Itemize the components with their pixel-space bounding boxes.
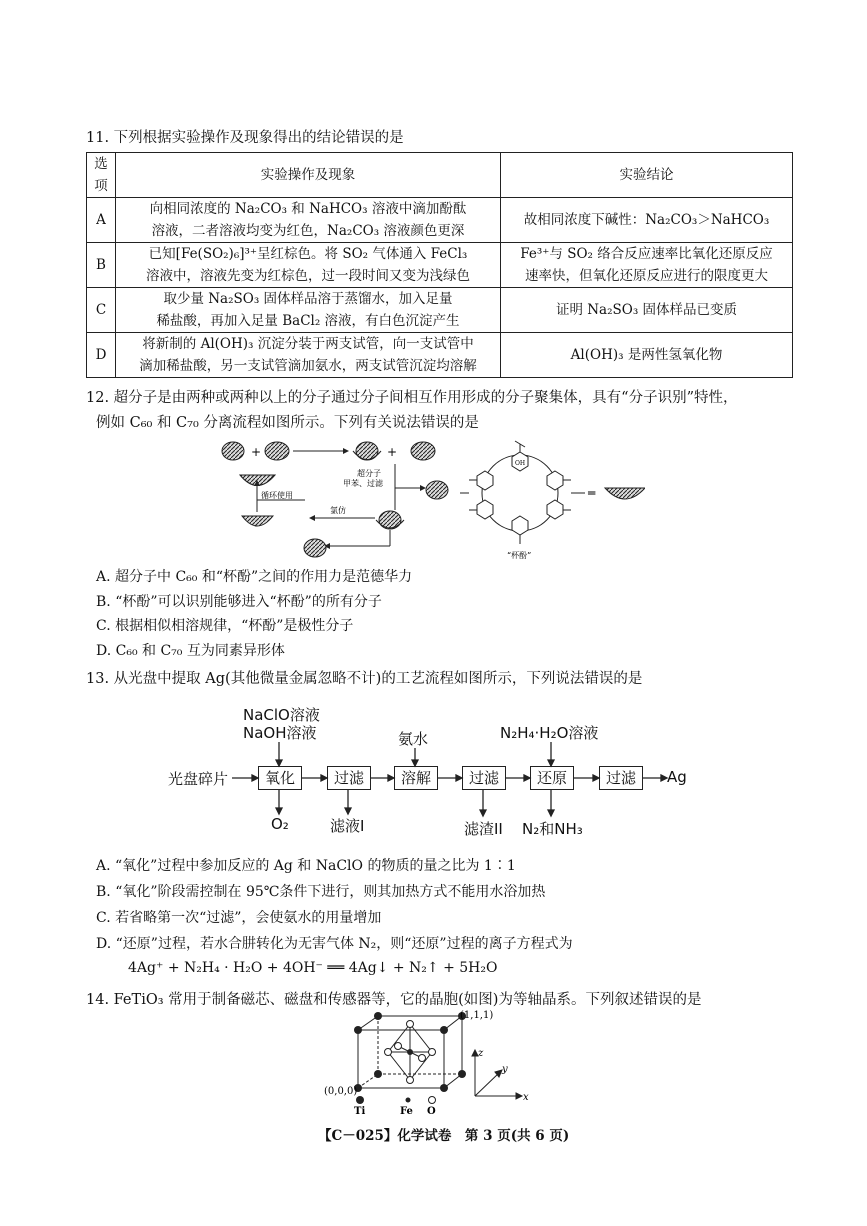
legend-fe: Fe bbox=[400, 1106, 413, 1115]
reagent-naoh: NaOH溶液 bbox=[243, 724, 317, 742]
row-label: D bbox=[87, 333, 116, 378]
question-14-stem: 14. FeTiO₃ 常用于制备磁芯、磁盘和传感器等，它的晶胞(如图)为等轴晶系。下列叙述错误的是 bbox=[86, 992, 702, 1008]
coord-top: (1,1,1) bbox=[460, 1010, 494, 1021]
row-op-line2: 溶液，二者溶液均变为红色，Na₂CO₃ 溶液颜色更深 bbox=[151, 223, 465, 239]
row-conclusion-line2: 速率快，但氧化还原反应进行的限度更大 bbox=[525, 268, 768, 284]
output-gases: N₂和NH₃ bbox=[522, 820, 583, 838]
legend-o: O bbox=[427, 1106, 436, 1115]
row-conclusion-line1: Fe³⁺与 SO₂ 络合反应速率比氧化还原反应 bbox=[520, 246, 773, 262]
question-13-option-d: D. “还原”过程，若水合肼转化为无害气体 N₂，则“还原”过程的离子方程式为 bbox=[96, 936, 573, 952]
row-op-line2: 稀盐酸，再加入足量 BaCl₂ 溶液，有白色沉淀产生 bbox=[156, 313, 460, 329]
row-conclusion: 故相同浓度下碱性：Na₂CO₃＞NaHCO₃ bbox=[523, 212, 770, 228]
svg-text:OH: OH bbox=[515, 460, 526, 467]
filter-label: 超分子 bbox=[357, 469, 381, 478]
filter-label-2: 甲苯、过滤 bbox=[343, 479, 383, 488]
output-residue-2: 滤渣II bbox=[464, 820, 503, 838]
row-conclusion: 证明 Na₂SO₃ 固体样品已变质 bbox=[555, 302, 738, 318]
legend-ti: Ti bbox=[354, 1106, 366, 1115]
question-12-stem-line2: 例如 C₆₀ 和 C₇₀ 分离流程如图所示。下列有关说法错误的是 bbox=[96, 415, 479, 431]
row-op-line2: 滴加稀盐酸，另一支试管滴加氨水，两支试管沉淀均溶解 bbox=[139, 358, 477, 374]
recycle-label: 循环使用 bbox=[261, 491, 293, 500]
row-label: C bbox=[87, 288, 116, 333]
fetio3-unit-cell-figure bbox=[320, 1010, 550, 1115]
axis-z: z bbox=[478, 1048, 484, 1059]
row-op-line2: 溶液中，溶液先变为红棕色，过一段时间又变为浅绿色 bbox=[146, 268, 470, 284]
svg-text:+: + bbox=[387, 445, 398, 459]
question-12-option-d: D. C₆₀ 和 C₇₀ 互为同素异形体 bbox=[96, 643, 285, 659]
row-op-line1: 已知[Fe(SO₂)₆]³⁺呈红棕色。将 SO₂ 气体通入 FeCl₃ bbox=[148, 246, 468, 262]
coord-origin: (0,0,0) bbox=[324, 1086, 358, 1097]
row-label: A bbox=[87, 198, 116, 243]
reagent-hydrazine: N₂H₄·H₂O溶液 bbox=[500, 724, 599, 742]
step-filter-3: 过滤 bbox=[599, 766, 643, 790]
row-op-line1: 取少量 Na₂SO₃ 固体样品溶于蒸馏水，加入足量 bbox=[163, 291, 453, 307]
step-reduction: 还原 bbox=[530, 766, 574, 790]
flow-product: Ag bbox=[667, 768, 687, 786]
question-12-stem-line1: 12. 超分子是由两种或两种以上的分子通过分子间相互作用形成的分子聚集体，具有“分子识别”特性， bbox=[86, 390, 738, 406]
flow-start: 光盘碎片 bbox=[168, 770, 229, 788]
output-oxygen: O₂ bbox=[271, 815, 289, 833]
chloroform-label: 氯仿 bbox=[330, 506, 346, 515]
question-13-equation: 4Ag⁺ + N₂H₄ · H₂O + 4OH⁻ ══ 4Ag↓ + N₂↑ + 5H₂O bbox=[128, 960, 498, 976]
question-13-stem: 13. 从光盘中提取 Ag(其他微量金属忽略不计)的工艺流程如图所示，下列说法错误的是 bbox=[86, 671, 643, 687]
question-13-option-b: B. “氧化”阶段需控制在 95℃条件下进行，则其加热方式不能用水浴加热 bbox=[96, 884, 546, 900]
step-filter-2: 过滤 bbox=[462, 766, 506, 790]
step-dissolve: 溶解 bbox=[394, 766, 438, 790]
step-oxidation: 氧化 bbox=[258, 766, 302, 790]
header-conclusion: 实验结论 bbox=[501, 153, 793, 198]
question-12-option-c: C. 根据相似相溶规律，“杯酚”是极性分子 bbox=[96, 618, 354, 634]
axis-x: x bbox=[523, 1092, 529, 1103]
svg-text:═: ═ bbox=[588, 486, 596, 500]
question-12-option-b: B. “杯酚”可以识别能够进入“杯酚”的所有分子 bbox=[96, 594, 382, 610]
page-footer: 【C－025】化学试卷 第 3 页(共 6 页) bbox=[318, 1128, 570, 1144]
svg-text:+: + bbox=[251, 445, 262, 459]
reagent-ammonia: 氨水 bbox=[398, 730, 429, 748]
output-filtrate-1: 滤液I bbox=[330, 817, 365, 835]
header-option: 选项 bbox=[87, 153, 116, 198]
calixarene-caption: “杯酚” bbox=[507, 551, 532, 560]
question-12-option-a: A. 超分子中 C₆₀ 和“杯酚”之间的作用力是范德华力 bbox=[96, 569, 413, 585]
question-13-option-a: A. “氧化”过程中参加反应的 Ag 和 NaClO 的物质的量之比为 1∶1 bbox=[96, 858, 516, 874]
row-label: B bbox=[87, 243, 116, 288]
reagent-naclo: NaClO溶液 bbox=[243, 706, 320, 724]
axis-y: y bbox=[502, 1064, 508, 1075]
header-operation: 实验操作及现象 bbox=[116, 153, 501, 198]
row-conclusion: Al(OH)₃ 是两性氢氧化物 bbox=[570, 347, 723, 363]
row-op-line1: 向相同浓度的 Na₂CO₃ 和 NaHCO₃ 溶液中滴加酚酞 bbox=[149, 201, 467, 217]
question-13-option-c: C. 若省略第一次“过滤”，会使氨水的用量增加 bbox=[96, 910, 382, 926]
row-op-line1: 将新制的 Al(OH)₃ 沉淀分装于两支试管，向一支试管中 bbox=[142, 336, 474, 352]
step-filter-1: 过滤 bbox=[327, 766, 371, 790]
question-11-stem: 11. 下列根据实验操作及现象得出的结论错误的是 bbox=[86, 130, 404, 146]
